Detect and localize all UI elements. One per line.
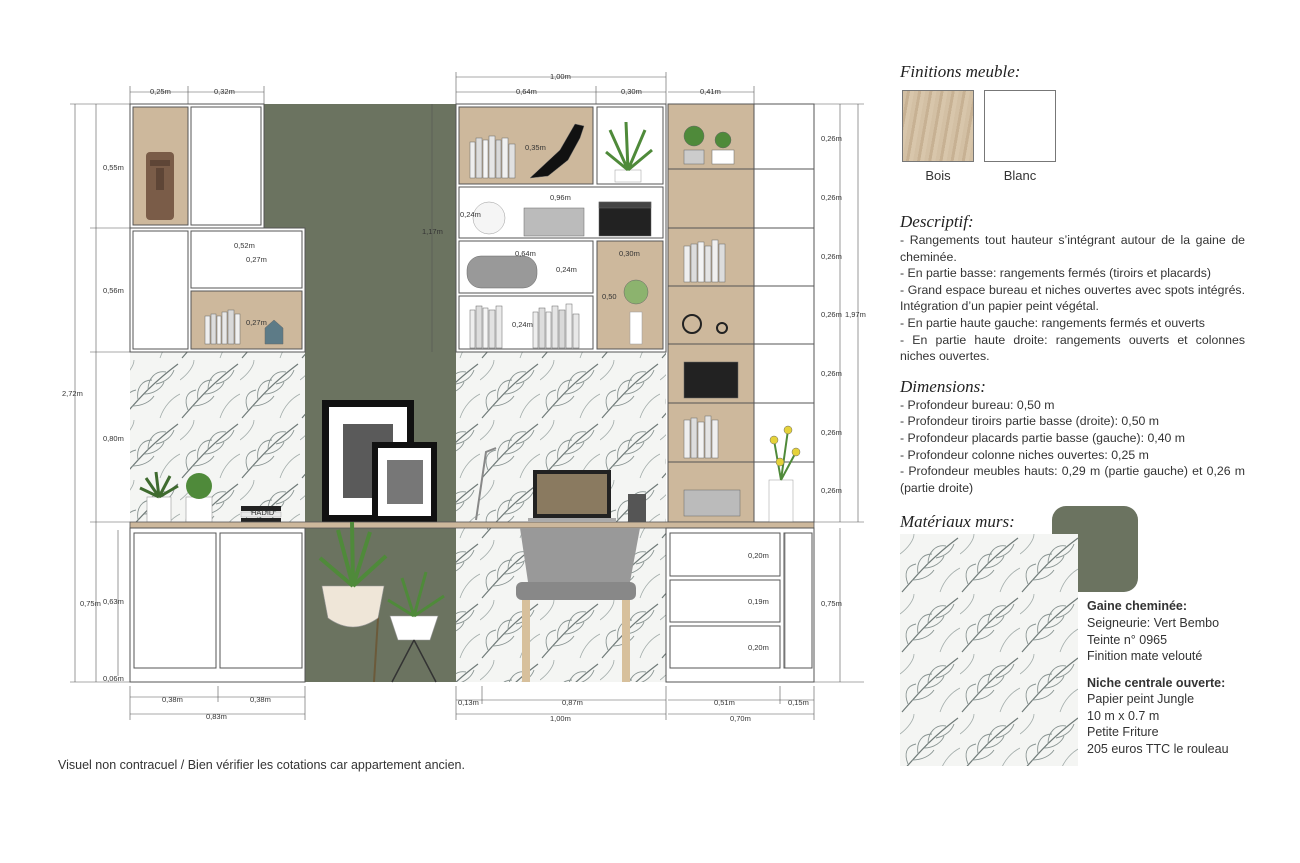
swatch-white-label: Blanc: [1003, 168, 1037, 183]
right-lower-cabinet: [666, 528, 814, 682]
dim-left-wall: 0,80m: [103, 434, 124, 443]
dim-top-center-col-2: 0,30m: [621, 87, 642, 96]
dim-right-base: 0,75m: [821, 599, 842, 608]
dimensions-title: Dimensions:: [900, 376, 986, 396]
dim-center-lower-w: 0,64m: [515, 249, 536, 258]
dim-bottom-center-2: 0,87m: [562, 698, 583, 707]
dim-left-base: 0,75m: [80, 599, 101, 608]
dim-top-left-col-2: 0,32m: [214, 87, 235, 96]
finitions-title: Finitions meuble:: [900, 62, 1021, 81]
dim-top-right-col: 0,41m: [700, 87, 721, 96]
gaine-line: Finition mate velouté: [1087, 649, 1203, 664]
dim-center-lower-right-h: 0,50: [602, 292, 617, 301]
moai-statue: [146, 152, 174, 220]
dim-left-niche-h2: 0,27m: [246, 318, 267, 327]
dimensions-list: [900, 397, 1245, 497]
descriptif-title: Descriptif:: [900, 212, 974, 231]
left-lower-cabinet: [130, 528, 305, 682]
dim-left-plinth: 0,06m: [103, 674, 124, 683]
dim-bottom-left-door-1: 0,38m: [162, 695, 183, 704]
dim-center-lower-right-w: 0,30m: [619, 249, 640, 258]
dim-left-total: 2,72m: [62, 389, 83, 398]
dim-bottom-left-total: 0,83m: [206, 712, 227, 721]
dim-drawer-2: 0,19m: [748, 597, 769, 606]
dim-left-niche-w: 0,52m: [234, 241, 255, 250]
dim-top-center-col-1: 0,64m: [516, 87, 537, 96]
dim-bottom-right-2: 0,15m: [788, 698, 809, 707]
dimensions-line: - Profondeur colonne niches ouvertes: 0,25 m: [900, 447, 1149, 462]
dim-center-top-h: 0,35m: [525, 143, 546, 152]
dim-bottom-center-total: 1,00m: [550, 714, 571, 723]
dim-right-shelf-3: 0,26m: [821, 252, 842, 261]
niche-line: Papier peint Jungle: [1087, 692, 1195, 707]
materiaux-section: [900, 512, 1245, 772]
descriptif-line: - En partie haute droite: rangements ouverts et colonnes niches ouvertes.: [900, 332, 1245, 364]
swatch-wood-label: Bois: [925, 168, 951, 183]
dimensions-line: - Profondeur placards partie basse (gauche): 0,40 m: [900, 430, 1186, 445]
dim-right-shelf-7: 0,26m: [821, 486, 842, 495]
dim-right-shelf-2: 0,26m: [821, 193, 842, 202]
descriptif-line: - Rangements tout hauteur s’intégrant autour de la gaine de cheminée.: [900, 233, 1245, 264]
dim-right-total: 1,97m: [845, 310, 866, 319]
footnote: Visuel non contracuel / Bien vérifier les cotations car appartement ancien.: [58, 758, 465, 772]
gaine-heading: Gaine cheminée:: [1087, 599, 1188, 614]
dim-left-upper: 0,55m: [103, 163, 124, 172]
dim-bottom-left-door-2: 0,38m: [250, 695, 271, 704]
dim-center-height: 1,17m: [422, 227, 443, 236]
book-label: HADID: [251, 508, 275, 517]
gaine-line: Teinte n° 0965: [1087, 632, 1168, 647]
niche-line: 205 euros TTC le rouleau: [1087, 742, 1229, 757]
dimensions-line: - Profondeur bureau: 0,50 m: [900, 397, 1055, 412]
descriptif-line: - Grand espace bureau et niches ouvertes avec spots intégrés. Intégration d’un papier peint végétal.: [900, 282, 1245, 314]
dim-center-mid-h: 0,24m: [460, 210, 481, 219]
descriptif-line: - En partie haute gauche: rangements fermés et ouverts: [900, 315, 1205, 330]
dim-center-bottom-h: 0,24m: [512, 320, 533, 329]
gaine-line: Seigneurie: Vert Bembo: [1087, 615, 1220, 630]
niche-line: Petite Friture: [1087, 725, 1159, 740]
dim-bottom-center-1: 0,13m: [458, 698, 479, 707]
dim-bottom-right-1: 0,51m: [714, 698, 735, 707]
dim-left-niche-h1: 0,27m: [246, 255, 267, 264]
niche-line: 10 m x 0.7 m: [1087, 708, 1160, 723]
dim-right-shelf-6: 0,26m: [821, 428, 842, 437]
dim-drawer-1: 0,20m: [748, 551, 769, 560]
dim-center-lower-h: 0,24m: [556, 265, 577, 274]
dim-right-shelf-4: 0,26m: [821, 310, 842, 319]
descriptif-list: [900, 232, 1245, 365]
info-panel: [900, 62, 1245, 772]
dim-left-middle: 0,56m: [103, 286, 124, 295]
finitions-swatches: [900, 82, 1245, 190]
materiaux-text: [1087, 598, 1229, 757]
dim-right-shelf-5: 0,26m: [821, 369, 842, 378]
desk-top: [130, 522, 814, 528]
niche-heading: Niche centrale ouverte:: [1087, 675, 1226, 690]
dim-left-base-inner: 0,63m: [103, 597, 124, 606]
dim-center-mid-w: 0,96m: [550, 193, 571, 202]
dim-top-center-total: 1,00m: [550, 72, 571, 81]
swatch-wood: [902, 90, 974, 162]
dim-right-shelf-1: 0,26m: [821, 134, 842, 143]
descriptif-line: - En partie basse: rangements fermés (tiroirs et placards): [900, 266, 1211, 281]
swatch-white: [984, 90, 1056, 162]
dim-drawer-3: 0,20m: [748, 643, 769, 652]
dimensions-line: - Profondeur meubles hauts: 0,29 m (partie gauche) et 0,26 m (partie droite): [900, 464, 1245, 495]
materiaux-title: Matériaux murs:: [900, 512, 1015, 532]
dimensions-line: - Profondeur tiroirs partie basse (droite): 0,50 m: [900, 414, 1160, 429]
dim-bottom-right-total: 0,70m: [730, 714, 751, 723]
dim-top-left-col-1: 0,25m: [150, 87, 171, 96]
wallpaper-swatch: [900, 534, 1078, 766]
